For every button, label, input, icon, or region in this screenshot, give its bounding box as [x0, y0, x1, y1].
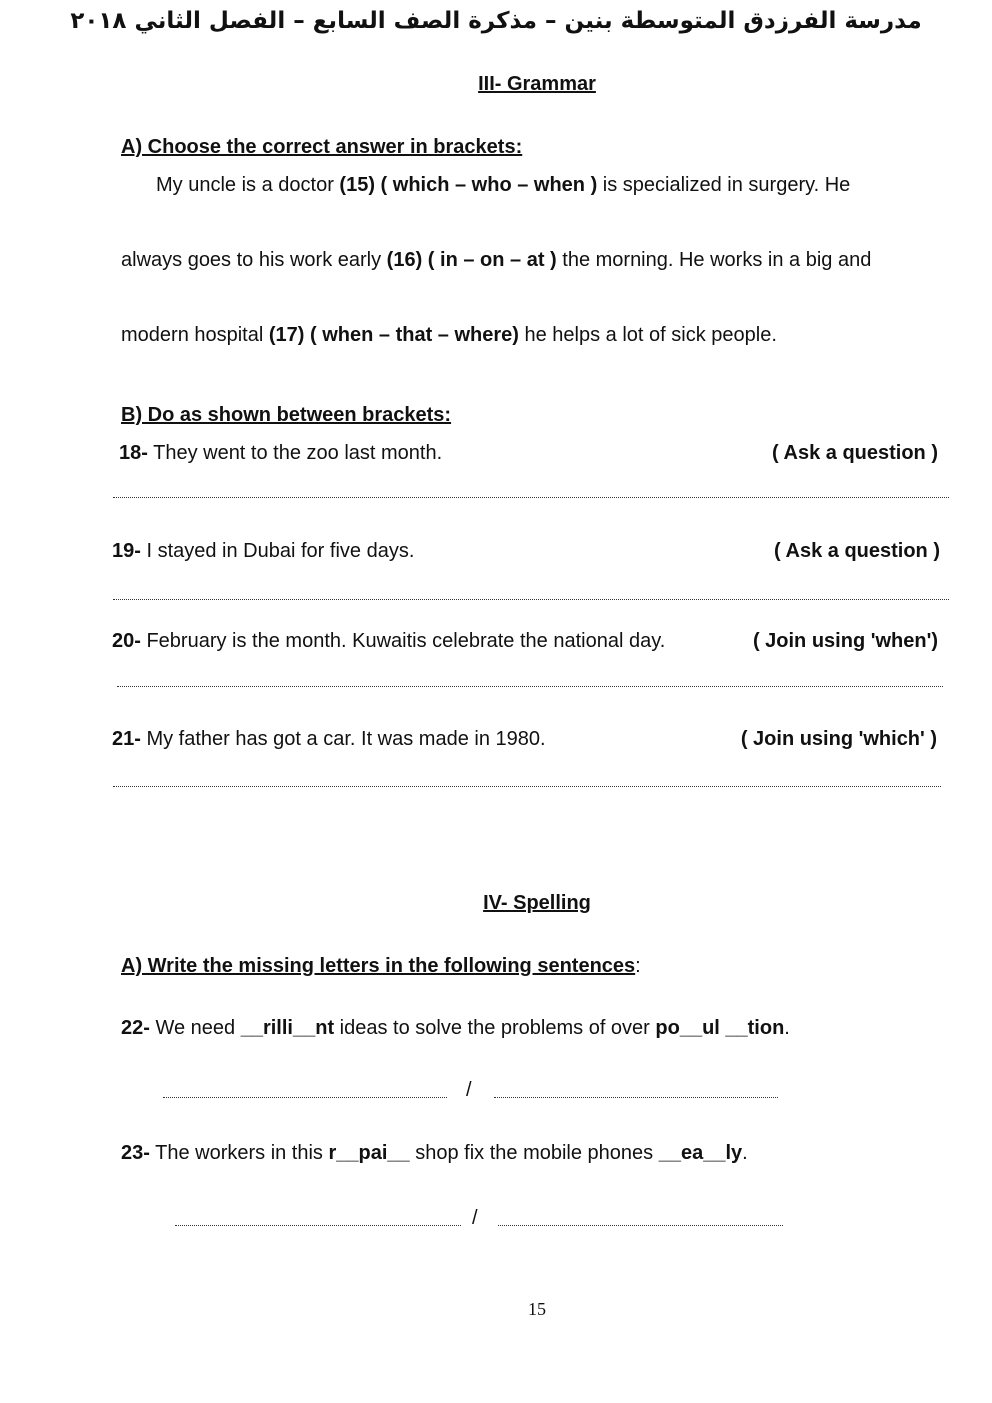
grammar-line-1: My uncle is a doctor (15) ( which – who – when ) is specialized in surgery. He: [156, 174, 851, 196]
grammar-line-2: always goes to his work early (16) ( in – on – at ) the morning. He works in a big and: [121, 249, 872, 271]
answer-line-22b[interactable]: [494, 1097, 778, 1098]
instruction-19: ( Ask a question ): [774, 540, 940, 562]
question-22: 22- We need __rilli__nt ideas to solve the problems of over po__ul __tion.: [121, 1017, 790, 1039]
instruction-20: ( Join using 'when'): [752, 630, 938, 652]
answer-line-21[interactable]: [113, 786, 941, 787]
spelling-part-a-title: A) Write the missing letters in the following sentences:: [121, 955, 641, 977]
answer-slash-23: /: [472, 1207, 478, 1229]
instruction-18: ( Ask a question ): [772, 442, 938, 464]
grammar-line-3: modern hospital (17) ( when – that – where) he helps a lot of sick people.: [121, 324, 777, 346]
question-21: 21- My father has got a car. It was made in 1980.: [112, 728, 546, 750]
instruction-21: ( Join using 'which' ): [740, 728, 937, 750]
answer-line-19[interactable]: [113, 599, 949, 600]
question-23: 23- The workers in this r__pai__ shop fix the mobile phones __ea__ly.: [121, 1142, 748, 1164]
answer-line-18[interactable]: [113, 497, 949, 498]
header-title: مدرسة الفرزدق المتوسطة بنين – مذكرة الصف السابع – الفصل الثاني ٢٠١٨: [70, 8, 922, 34]
section-title-spelling: IV- Spelling: [483, 892, 591, 914]
question-19: 19- I stayed in Dubai for five days.: [112, 540, 415, 562]
answer-line-20[interactable]: [117, 686, 943, 687]
grammar-part-a-title: A) Choose the correct answer in brackets:: [121, 136, 523, 158]
question-20: 20- February is the month. Kuwaitis celebrate the national day.: [112, 630, 666, 652]
answer-slash-22: /: [466, 1079, 472, 1101]
answer-line-23a[interactable]: [175, 1225, 461, 1226]
answer-line-23b[interactable]: [498, 1225, 783, 1226]
question-18: 18- They went to the zoo last month.: [119, 442, 443, 464]
answer-line-22a[interactable]: [163, 1097, 447, 1098]
page-number: 15: [528, 1299, 546, 1319]
grammar-part-b-title: B) Do as shown between brackets:: [121, 404, 452, 426]
section-title-grammar: III- Grammar: [478, 73, 596, 95]
